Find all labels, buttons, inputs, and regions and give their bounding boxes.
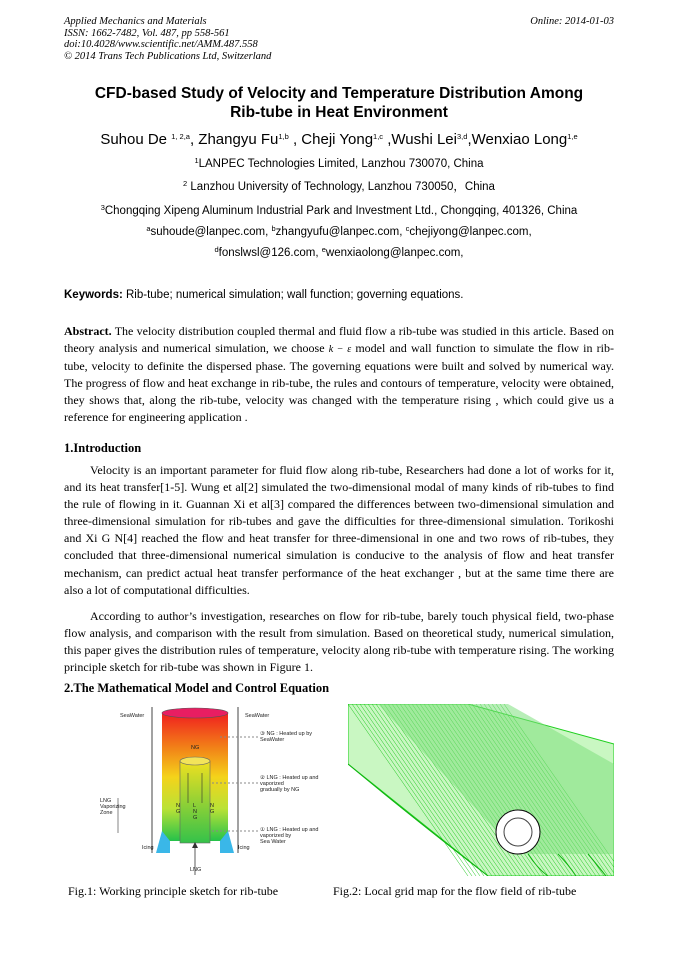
author-name: ,Wenxiao Long [467, 131, 568, 148]
label-lng-middle: L N G [193, 803, 198, 821]
author-sup: 1,c [373, 132, 384, 141]
author-list [20, 131, 658, 149]
copyright-line: © 2014 Trans Tech Publications Ltd, Switzerland [64, 50, 272, 62]
intro-paragraph-1: Velocity is an important parameter for fluid flow along rib-tube, Researchers had done a lot of works for it, and its heat transfer[1-5]. Wung et al[2] simulated the two-dimensional modal of many kinds of rib-tubes to find the rule of flowing in it. Guannan Xi et al[3] compared the differences between two-dimensional simulation and three-dimensional simulation for rib-tubes and gave the difficulties for three-dimensional simulation. Torikoshi and Xi G N[4] reached the flow and heat transfer for three-dimensional in one and two rows of rib-tubes, they concluded that three-dimensional numerical simulation is conducive to the analysis of flow and heat transfer mechanism, can predict actual heat transfer performance of the heat exchanger , but at the same time there are also a lot of computational difficulties. [64, 463, 614, 597]
email-link[interactable]: suhoude@lanpec.com, [150, 226, 272, 238]
abstract-text-1: The velocity distribution coupled thermal and fluid flow a rib-tube was studied in this article. Based on theory analysis and numerical simulation, we choose [64, 324, 614, 356]
email-sup: e [321, 245, 326, 254]
label-seawater-right: SeaWater [245, 713, 270, 719]
email-sup: d [214, 245, 219, 254]
author-name: , Zhangyu Fu [189, 131, 279, 148]
grid-map-svg [348, 704, 614, 876]
email-sup: c [405, 224, 410, 233]
abstract-formula: k − ε [328, 344, 352, 356]
label-ng-right: N G [210, 803, 215, 815]
email-link[interactable]: chejiyong@lanpec.com, [409, 226, 532, 238]
keywords-label: Keywords: [64, 289, 123, 301]
email-line-2 [20, 246, 658, 260]
email-line-1 [20, 225, 658, 239]
affiliation-2 [20, 180, 658, 194]
issn-line: ISSN: 1662-7482, Vol. 487, pp 558-561 [64, 27, 230, 39]
title-line-1: CFD-based Study of Velocity and Temperature Distribution Among [94, 85, 584, 102]
email-link[interactable]: zhangyufu@lanpec.com, [275, 226, 406, 238]
abstract-label: Abstract. [64, 324, 112, 338]
email-sup: b [271, 224, 276, 233]
doi-line: doi:10.4028/www.scientific.net/AMM.487.558 [64, 39, 258, 50]
affiliation-text: LANPEC Technologies Limited, Lanzhou 730070, China [198, 158, 484, 170]
journal-header [64, 16, 271, 62]
journal-name: Applied Mechanics and Materials [64, 16, 207, 27]
label-icing-left: Icing [142, 845, 154, 851]
label-ng-left: N G [176, 803, 181, 815]
label-lng-bottom: LNG [190, 867, 202, 873]
keywords [64, 289, 464, 301]
affiliation-3 [20, 204, 658, 218]
abstract-paragraph [64, 323, 614, 427]
figure-2-caption: Fig.2: Local grid map for the flow field of rib-tube [333, 884, 577, 898]
affiliation-text: Lanzhou University of Technology, Lanzhou 730050，China [187, 181, 495, 193]
section-heading-model: 2.The Mathematical Model and Control Equation [64, 681, 330, 695]
figure-1-sketch [100, 703, 345, 878]
author-name: ,Wushi Lei [383, 131, 457, 148]
author-sup: 3,d [457, 132, 468, 141]
label-icing-right: Icing [238, 845, 250, 851]
affiliation-sup: 2 [183, 179, 188, 188]
paper-title [40, 84, 638, 122]
label-ng-top: NG [191, 745, 200, 751]
affiliation-1 [20, 157, 658, 171]
note-ng-heated: ③ NG : Heated up by SeaWater [260, 731, 313, 743]
note-lng-vaporized-by-ng: ② LNG : Heated up and vaporized gradually by NG [260, 775, 319, 793]
affiliation-sup: 1 [194, 156, 199, 165]
affiliation-sup: 3 [100, 203, 105, 212]
author-name: Suhou De [100, 131, 172, 148]
author-name: , Cheji Yong [288, 131, 374, 148]
author-sup: 1,b [278, 132, 289, 141]
figure-2-grid-map [348, 704, 614, 876]
author-sup: 1, 2,a [171, 132, 190, 141]
note-lng-vaporized-by-seawater: ① LNG : Heated up and vaporized by Sea Water [260, 827, 319, 845]
email-link[interactable]: wenxiaolong@lanpec.com, [325, 247, 464, 259]
label-seawater-left: SeaWater [120, 713, 145, 719]
affiliation-text: Chongqing Xipeng Aluminum Industrial Park and Investment Ltd., Chongqing, 401326, China [104, 205, 578, 217]
label-lng-vaporizing-zone: LNG Vaporizing Zone [100, 798, 126, 816]
author-sup: 1,e [567, 132, 578, 141]
online-date: Online: 2014-01-03 [530, 16, 614, 27]
intro-paragraph-2: According to author’s investigation, researches on flow for rib-tube, barely touch physical field, two-phase flow analysis, and comparison with the result from simulation. Based on theoretical study, numerical simulation, this paper gives the distribution rules of temperature, velocity along rib-tube with temperature rising. The working principle sketch for rib-tube was shown in Figure 1. [64, 609, 614, 675]
figure-1-caption: Fig.1: Working principle sketch for rib-tube [68, 884, 279, 898]
inner-tube [180, 761, 210, 843]
section-heading-introduction: 1.Introduction [64, 441, 142, 455]
abstract-text-2: model and wall function to simulate the flow in rib-tube, velocity to definite the dispersed phase. The governing equations were built and solved by numerical way. The progress of flow and heat exchange in rib-tube, the rules and contours of temperature, velocity were obtained, they shows that, along the rib-tube, velocity was changed with the temperature rising , which could give us a reference for engineering application . [64, 341, 614, 425]
email-sup: a [146, 224, 151, 233]
email-link[interactable]: fonslwsl@126.com, [218, 247, 322, 259]
title-line-2: Rib-tube in Heat Environment [230, 104, 448, 121]
keywords-text: Rib-tube; numerical simulation; wall function; governing equations. [122, 289, 464, 301]
